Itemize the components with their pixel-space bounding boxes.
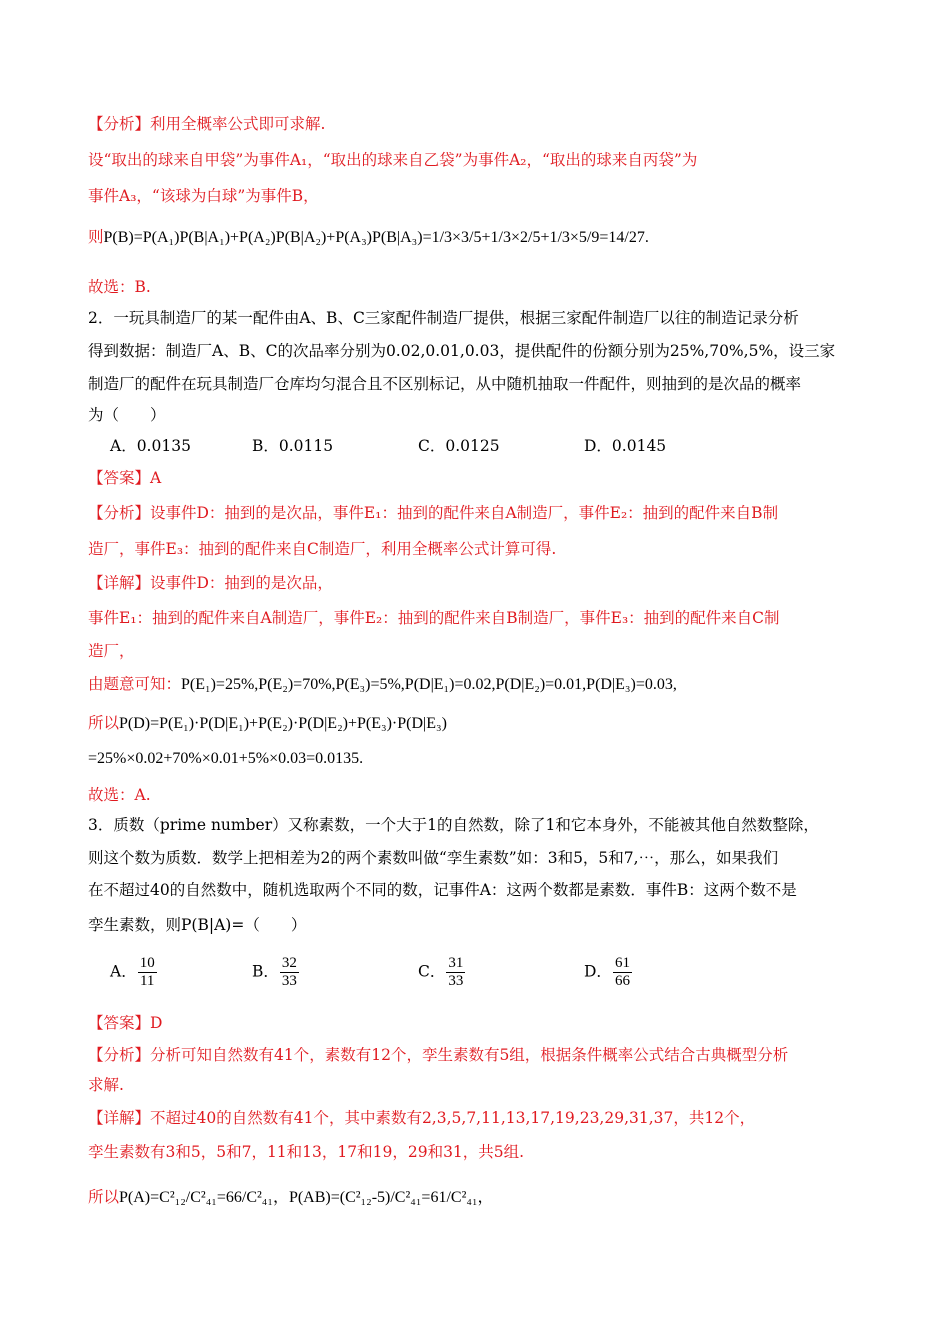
formula-text: P(B)=P(A₁)P(B|A₁)+P(A₂)P(B|A₂)+P(A₃)P(B|A₃)=1/3×3/5+1/3×2/5+1/3×5/9=14/27.	[103, 229, 649, 246]
q2-option-c[interactable]: C．0.0125	[418, 437, 500, 455]
denominator: 33	[448, 973, 464, 989]
q2-analysis-line2: 造厂，事件E₃：抽到的配件来自C制造厂，利用全概率公式计算可得.	[88, 540, 557, 558]
q2-calc: =25%×0.02+70%×0.01+5%×0.03=0.0135.	[88, 750, 364, 767]
final-prefix: 所以	[88, 1188, 120, 1206]
q3-stem-line1: 3．质数（prime number）又称素数，一个大于1的自然数，除了1和它本身外，不能被其他自然数整除，	[88, 816, 819, 834]
denominator: 11	[139, 973, 155, 989]
denominator: 66	[614, 973, 630, 989]
option-fraction	[138, 955, 157, 990]
given-prefix: 由题意可知：	[88, 675, 182, 693]
q2-stem-line4: 为（ ）	[88, 406, 166, 424]
q1-detail-line1: 设“取出的球来自甲袋”为事件A₁，“取出的球来自乙袋”为事件A₂，“取出的球来自丙袋”为	[88, 151, 698, 169]
q2-so	[88, 712, 447, 735]
option-label: B．	[252, 962, 279, 981]
q3-final	[88, 1186, 494, 1209]
q3-option-a[interactable]	[110, 955, 158, 990]
q3-answer: 【答案】D	[88, 1014, 163, 1032]
q2-stem-line2: 得到数据：制造厂A、B、C的次品率分别为0.02,0.01,0.03，提供配件的份额分别为25%,70%,5%，设三家	[88, 342, 836, 360]
q2-option-a[interactable]: A．0.0135	[110, 437, 191, 455]
q3-option-c[interactable]	[418, 955, 466, 990]
q2-detail-line1: 【详解】设事件D：抽到的是次品，	[88, 574, 333, 592]
q3-stem-line2: 则这个数为质数．数学上把相差为2的两个素数叫做“孪生素数”如：3和5，5和7,⋯，那么，如果我们	[88, 849, 779, 867]
q2-detail-line3: 造厂，	[88, 642, 135, 660]
q1-detail-line2: 事件A₃，“该球为白球”为事件B，	[88, 187, 319, 205]
q2-detail-line2: 事件E₁：抽到的配件来自A制造厂，事件E₂：抽到的配件来自B制造厂，事件E₃：抽到的配件来自C制	[88, 609, 780, 627]
formula-prefix: 则	[88, 228, 104, 246]
option-label: D．	[584, 962, 612, 981]
final-formula: P(A)=C²₁₂/C²₄₁=66/C²₄₁，P(AB)=(C²₁₂-5)/C²₄₁=61/C²₄₁，	[119, 1189, 494, 1206]
q3-stem-line4: 孪生素数，则P(B|A)=（ ）	[88, 916, 307, 934]
so-formula: P(D)=P(E₁)·P(D|E₁)+P(E₂)·P(D|E₂)+P(E₃)·P(D|E₃)	[119, 715, 447, 732]
denominator: 33	[281, 973, 297, 989]
q2-given	[88, 673, 677, 696]
given-text: P(E₁)=25%,P(E₂)=70%,P(E₃)=5%,P(D|E₁)=0.02,P(D|E₂)=0.01,P(D|E₃)=0.03,	[181, 676, 677, 693]
numerator: 31	[448, 955, 464, 971]
numerator: 32	[281, 955, 297, 971]
q2-answer: 【答案】A	[88, 469, 162, 487]
option-label: A．	[110, 962, 137, 981]
q3-option-d[interactable]	[584, 955, 633, 990]
q2-choice: 故选：A.	[88, 786, 151, 804]
so-prefix: 所以	[88, 714, 120, 732]
q1-analysis	[88, 113, 325, 135]
q1-formula	[88, 226, 649, 249]
q3-detail-line1: 【详解】不超过40的自然数有41个，其中素数有2,3,5,7,11,13,17,19,23,29,31,37，共12个，	[88, 1109, 756, 1127]
q2-analysis-line1: 【分析】设事件D：抽到的是次品，事件E₁：抽到的配件来自A制造厂，事件E₂：抽到的配件来自B制	[88, 504, 779, 522]
option-fraction	[280, 955, 299, 990]
numerator: 61	[614, 955, 630, 971]
option-fraction	[446, 955, 465, 990]
q1-choice: 故选：B.	[88, 278, 151, 296]
q3-analysis-line1: 【分析】分析可知自然数有41个，素数有12个，孪生素数有5组，根据条件概率公式结合古典概型分析	[88, 1046, 789, 1064]
numerator: 10	[139, 955, 155, 971]
option-fraction	[613, 955, 632, 990]
q3-analysis-line2: 求解.	[88, 1076, 124, 1094]
analysis-text: 利用全概率公式即可求解.	[150, 115, 326, 133]
option-label: C．	[418, 962, 446, 981]
q2-option-d[interactable]: D．0.0145	[584, 437, 667, 455]
q2-stem-line3: 制造厂的配件在玩具制造厂仓库均匀混合且不区别标记，从中随机抽取一件配件，则抽到的是次品的概率	[88, 375, 802, 393]
q2-option-b[interactable]: B．0.0115	[252, 437, 334, 455]
analysis-tag: 【分析】	[88, 115, 151, 133]
q3-detail-line2: 孪生素数有3和5，5和7，11和13，17和19，29和31，共5组.	[88, 1143, 525, 1161]
q3-option-b[interactable]	[252, 955, 300, 990]
q3-stem-line3: 在不超过40的自然数中，随机选取两个不同的数，记事件A：这两个数都是素数．事件B：这两个数不是	[88, 881, 797, 899]
q2-stem-line1: 2．一玩具制造厂的某一配件由A、B、C三家配件制造厂提供，根据三家配件制造厂以往的制造记录分析	[88, 309, 799, 327]
